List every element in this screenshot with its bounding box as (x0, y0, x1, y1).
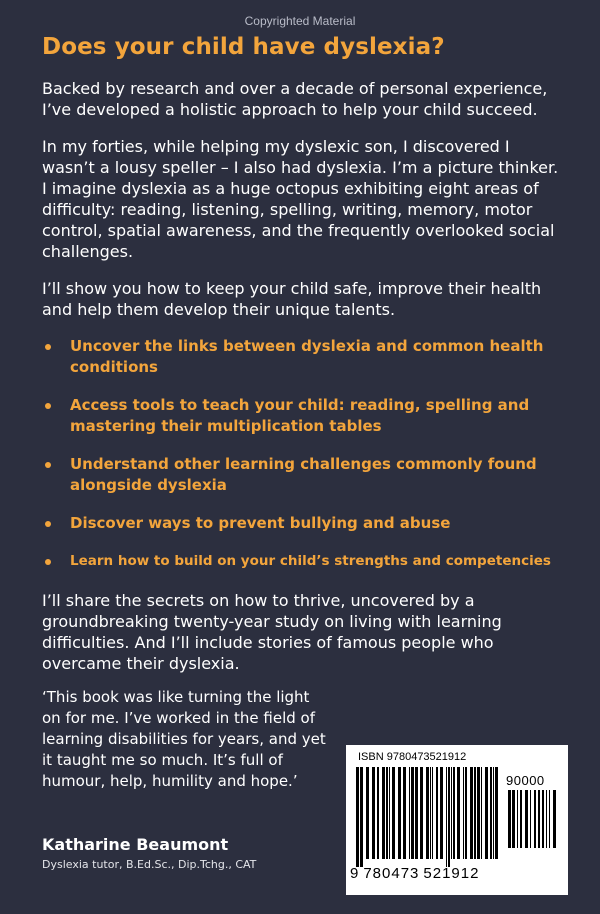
author-credentials: Dyslexia tutor, B.Ed.Sc., Dip.Tchg., CAT (42, 858, 257, 871)
isbn-digit-group: 780473 (363, 865, 420, 882)
barcode-bar (411, 767, 414, 859)
barcode-bar (530, 790, 531, 848)
price-code: 90000 (506, 773, 545, 788)
benefit-item (42, 336, 562, 378)
barcode-bar (426, 767, 429, 859)
intro-paragraph: Backed by research and over a decade of personal experience, I’ve developed a holistic approach to help your child succeed. (42, 79, 548, 119)
benefit-text: Access tools to teach your child: reading, spelling and mastering their multiplication tables (70, 396, 530, 435)
barcode-bar (495, 767, 498, 859)
barcode-bar (415, 767, 418, 859)
bullet-dot-icon (45, 521, 51, 527)
barcode-bar (470, 767, 473, 859)
benefit-item (42, 454, 562, 496)
isbn-digit-group: 9 (350, 865, 360, 882)
benefit-text: Learn how to build on your child’s strengths and competencies (70, 553, 551, 569)
barcode-bar (512, 790, 515, 848)
isbn-barcode (346, 745, 568, 895)
watermark: Copyrighted Material (244, 14, 356, 28)
barcode-bar (538, 790, 540, 848)
barcode-bar (534, 790, 536, 848)
barcode-bar (481, 767, 482, 859)
barcode-bar (372, 767, 375, 859)
barcode-bar (360, 767, 363, 867)
barcode-bar (356, 767, 359, 867)
benefit-text: Understand other learning challenges commonly found alongside dyslexia (70, 455, 537, 494)
barcode-bar (542, 790, 544, 848)
addon-barcode-bars (506, 790, 560, 856)
barcode-bar (436, 767, 438, 859)
barcode-bar (377, 767, 379, 859)
barcode-bar (432, 767, 433, 859)
barcode-bar (409, 767, 410, 859)
bullet-dot-icon (45, 559, 51, 565)
barcode-bar (451, 767, 452, 859)
isbn-label: ISBN 9780473521912 (358, 751, 467, 763)
barcode-bar (382, 767, 385, 859)
isbn-digits (350, 865, 479, 882)
promise-paragraph: I’ll show you how to keep your child safe, improve their health and help them develop their unique talents. (42, 279, 542, 319)
barcode-bar (457, 767, 460, 859)
ean-barcode-bars (354, 767, 500, 867)
barcode-bar (546, 790, 547, 848)
barcode-bar (465, 767, 467, 859)
barcode-bar (490, 767, 492, 859)
barcode-bar (403, 767, 406, 859)
barcode-bar (474, 767, 476, 859)
barcode-bar (553, 790, 556, 848)
barcode-bar (430, 767, 431, 859)
closing-paragraph: I’ll share the secrets on how to thrive, uncovered by a groundbreaking twenty-year study on living with learning difficulties. And I’ll include stories of famous people who overcame their dyslexia. (42, 591, 502, 673)
barcode-bar (389, 767, 390, 859)
barcode-bar (398, 767, 401, 859)
testimonial-quote: ‘This book was like turning the light on for me. I’ve worked in the field of learning disabilities for years, and yet it taught me so much. It’s full of humour, help, humility and hope.’ (42, 688, 326, 790)
barcode-bar (386, 767, 388, 859)
story-paragraph: In my forties, while helping my dyslexic son, I discovered I wasn’t a lousy speller – I also had dyslexia. I’m a picture thinker. I imagine dyslexia as a huge octopus exhibiting eight areas of difficulty: reading, listening, spelling, writing, memory, motor control, spatial awareness, and the frequently overlooked social challenges. (42, 137, 559, 261)
benefit-item (42, 395, 562, 437)
bullet-dot-icon (45, 462, 51, 468)
barcode-bar (525, 790, 528, 848)
barcode-bar (366, 767, 369, 859)
barcode-bar (508, 790, 511, 848)
benefit-item (42, 513, 562, 534)
benefit-list (42, 336, 562, 572)
barcode-bar (520, 790, 522, 848)
barcode-bar (485, 767, 488, 859)
barcode-bar (453, 767, 455, 859)
barcode-bar (392, 767, 395, 859)
benefit-text: Discover ways to prevent bullying and abuse (70, 514, 451, 532)
barcode-bar (440, 767, 443, 859)
barcode-bar (420, 767, 423, 859)
benefit-item (42, 551, 562, 572)
testimonial-author: Katharine Beaumont (42, 835, 229, 854)
benefit-text: Uncover the links between dyslexia and common health conditions (70, 337, 544, 376)
back-cover-content (42, 34, 562, 690)
isbn-digit-group: 521912 (423, 865, 480, 882)
barcode-bar (549, 790, 550, 848)
barcode-bar (446, 767, 447, 867)
barcode-bar (463, 767, 464, 859)
barcode-bar (448, 767, 450, 867)
barcode-bar (493, 767, 494, 859)
bullet-dot-icon (45, 344, 51, 350)
heading: Does your child have dyslexia? (42, 34, 445, 60)
barcode-bar (517, 790, 518, 848)
barcode-bar (477, 767, 480, 859)
bullet-dot-icon (45, 403, 51, 409)
